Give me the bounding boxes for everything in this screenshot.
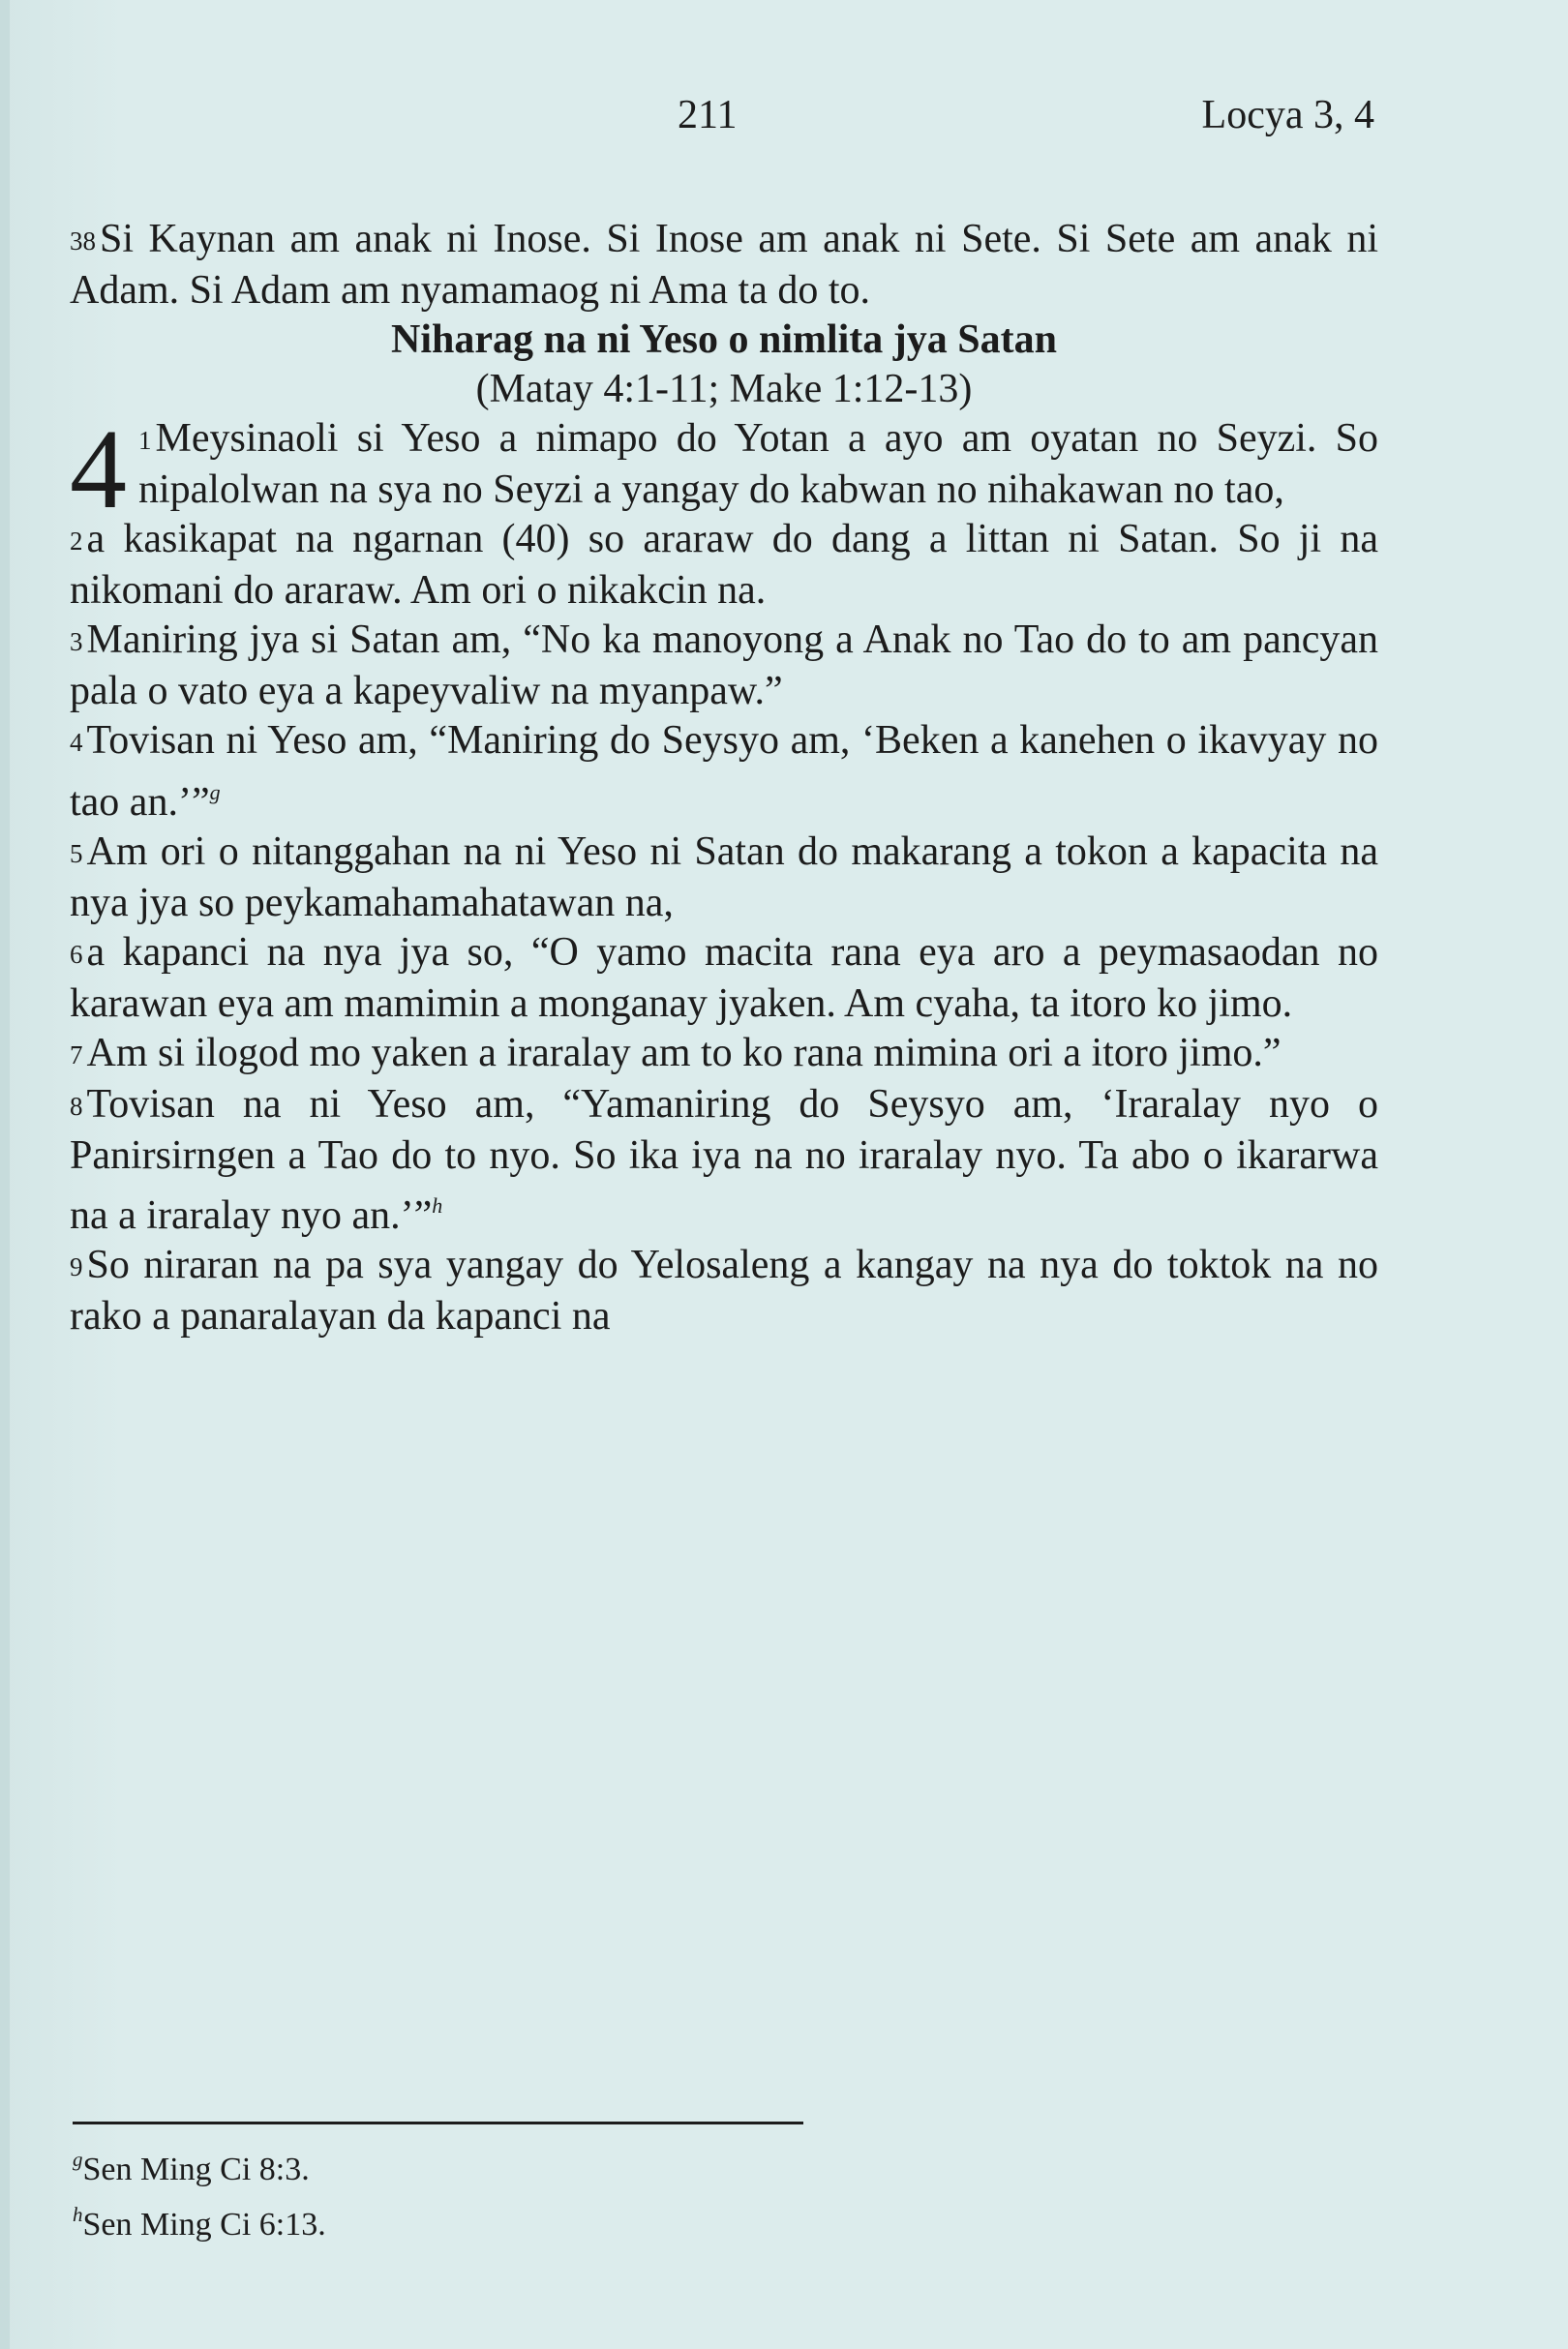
footnote-text: Sen Ming Ci 8:3. [82, 2152, 310, 2187]
verse-4-6 [70, 928, 1378, 1029]
verse-number: 9 [70, 1252, 83, 1281]
chapter-number: 4 [70, 406, 127, 532]
verse-number: 1 [138, 426, 152, 455]
verse-4-4 [70, 716, 1378, 828]
footnote-mark: g [73, 2148, 83, 2171]
verse-text: So niraran na pa sya yangay do Yelosaleng a kangay na nya do toktok na no rako a panaralayan da kapanci na [70, 1243, 1378, 1339]
verse-number: 5 [70, 839, 83, 868]
verse-text: Tovisan na ni Yeso am, “Yamaniring do Seysyo am, ‘Iraralay nyo o Panirsirngen a Tao do to nyo. So ika iya na no iraralay nyo. Ta abo o ikararwa na a iraralay nyo an.’” [70, 1082, 1378, 1238]
verse-text: a kasikapat na ngarnan (40) so araraw do dang a littan ni Satan. So ji na nikomani do araraw. Am ori o nikakcin na. [70, 517, 1378, 613]
verse-text: Si Kaynan am anak ni Inose. Si Inose am anak ni Sete. Si Sete am anak ni Adam. Si Adam am nyamamaog ni Ama ta do to. [70, 217, 1378, 313]
footnote-h [73, 2192, 326, 2247]
verse-text: Meysinaoli si Yeso a nimapo do Yotan a ayo am oyatan no Seyzi. So nipalolwan na sya no Seyzi a yangay do kabwan no nihakawan no tao, [138, 416, 1378, 512]
verse-text: a kapanci na nya jya so, “O yamo macita rana eya aro a peymasaodan no karawan eya am mamimin a monganay jyaken. Am cyaha, ta itoro ko jimo. [70, 930, 1378, 1026]
verse-number: 7 [70, 1040, 83, 1069]
chapter-reference: Locya 3, 4 [1201, 93, 1374, 137]
verse-3-38 [70, 215, 1378, 316]
verse-text: Tovisan ni Yeso am, “Maniring do Seysyo am, ‘Beken a kanehen o ikavyay no tao an.’” [70, 718, 1378, 825]
footnote-mark: h [73, 2203, 83, 2226]
verse-4-8 [70, 1080, 1378, 1241]
verse-4-2 [70, 515, 1378, 616]
footnotes [73, 2137, 326, 2247]
parallel-reference: (Matay 4:1-11; Make 1:12-13) [475, 367, 973, 411]
verse-number: 38 [70, 226, 96, 256]
verse-4-5 [70, 828, 1378, 928]
running-header [0, 92, 1568, 150]
footnote-marker[interactable]: h [432, 1193, 443, 1218]
footnote-text: Sen Ming Ci 6:13. [82, 2207, 326, 2243]
verse-4-9 [70, 1241, 1378, 1341]
verse-4-3 [70, 616, 1378, 716]
footnote-divider [73, 2122, 803, 2124]
verse-text: Maniring jya si Satan am, “No ka manoyong a Anak no Tao do to am pancyan pala o vato eya a kapeyvaliw na myanpaw.” [70, 617, 1378, 713]
verse-4-1 [70, 406, 1378, 532]
verse-number: 8 [70, 1092, 83, 1121]
verse-number: 6 [70, 940, 83, 969]
body-text [70, 215, 1378, 1341]
verse-number: 4 [70, 728, 83, 757]
verse-number: 2 [70, 527, 83, 556]
page-number: 211 [678, 93, 738, 137]
verse-4-7 [70, 1029, 1378, 1080]
verse-number: 3 [70, 627, 83, 656]
verse-text: Am ori o nitanggahan na ni Yeso ni Satan do makarang a tokon a kapacita na nya jya so peykamahamahatawan na, [70, 829, 1378, 925]
page-spine-edge [0, 0, 10, 2349]
verse-text: Am si ilogod mo yaken a iraralay am to ko rana mimina ori a itoro jimo.” [86, 1031, 1282, 1075]
footnote-g [73, 2137, 326, 2192]
section-title: Niharag na ni Yeso o nimlita jya Satan [390, 317, 1058, 362]
footnote-marker[interactable]: g [209, 780, 221, 804]
